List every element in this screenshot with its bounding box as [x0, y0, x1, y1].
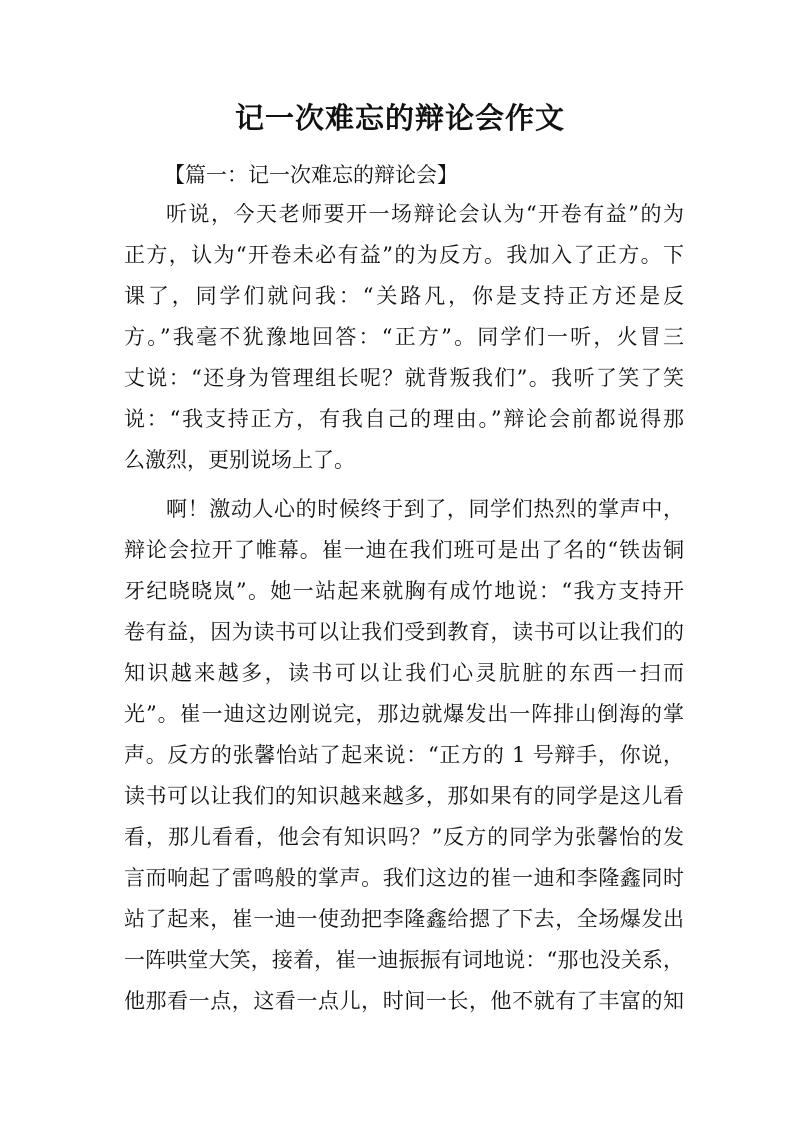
- text-line: 辩论会拉开了帷幕。崔一迪在我们班可是出了名的“铁齿铜: [124, 538, 684, 562]
- text-line: 课了，同学们就问我：“关路凡，你是支持正方还是反: [124, 284, 684, 308]
- text-line: 么激烈，更别说场上了。: [124, 448, 355, 472]
- text-line: 光”。崔一迪这边刚说完，那边就爆发出一阵排山倒海的掌: [124, 702, 684, 726]
- text-line: 站了起来，崔一迪一使劲把李隆鑫给摁了下去，全场爆发出: [124, 907, 684, 931]
- text-line: 他那看一点，这看一点儿，时间一长，他不就有了丰富的知: [124, 989, 684, 1013]
- document-title: 记一次难忘的辩论会作文: [234, 101, 565, 135]
- text-line: 说：“我支持正方，有我自己的理由。”辩论会前都说得那: [124, 407, 684, 431]
- text-line: 声。反方的张馨怡站了起来说：“正方的 1 号辩手，你说，: [124, 743, 684, 767]
- text-line: 一阵哄堂大笑，接着，崔一迪振振有词地说：“那也没关系，: [124, 948, 684, 972]
- text-line: 啊！激动人心的时候终于到了，同学们热烈的掌声中，: [166, 497, 684, 521]
- text-line: 丈说：“还身为管理组长呢？就背叛我们”。我听了笑了笑: [124, 366, 684, 390]
- paragraph-1: [124, 194, 684, 481]
- text-line: 读书可以让我们的知识越来越多，那如果有的同学是这儿看: [124, 784, 684, 808]
- text-line: 方。”我毫不犹豫地回答：“正方”。同学们一听，火冒三: [124, 325, 684, 349]
- text-line: 知识越来越多，读书可以让我们心灵肮脏的东西一扫而: [124, 661, 684, 685]
- section-heading: 【篇一：记一次难忘的辩论会】: [164, 163, 458, 187]
- text-line: 卷有益，因为读书可以让我们受到教育，读书可以让我们的: [124, 620, 684, 644]
- text-line: 正方，认为“开卷未必有益”的为反方。我加入了正方。下: [124, 243, 684, 267]
- text-line: 言而响起了雷鸣般的掌声。我们这边的崔一迪和李隆鑫同时: [124, 866, 684, 890]
- text-line: 看，那儿看看，他会有知识吗？”反方的同学为张馨怡的发: [124, 825, 684, 849]
- text-line: 牙纪晓晓岚”。她一站起来就胸有成竹地说：“我方支持开: [124, 579, 684, 603]
- paragraph-2: [124, 489, 684, 1022]
- text-line: 听说，今天老师要开一场辩论会认为“开卷有益”的为: [166, 202, 684, 226]
